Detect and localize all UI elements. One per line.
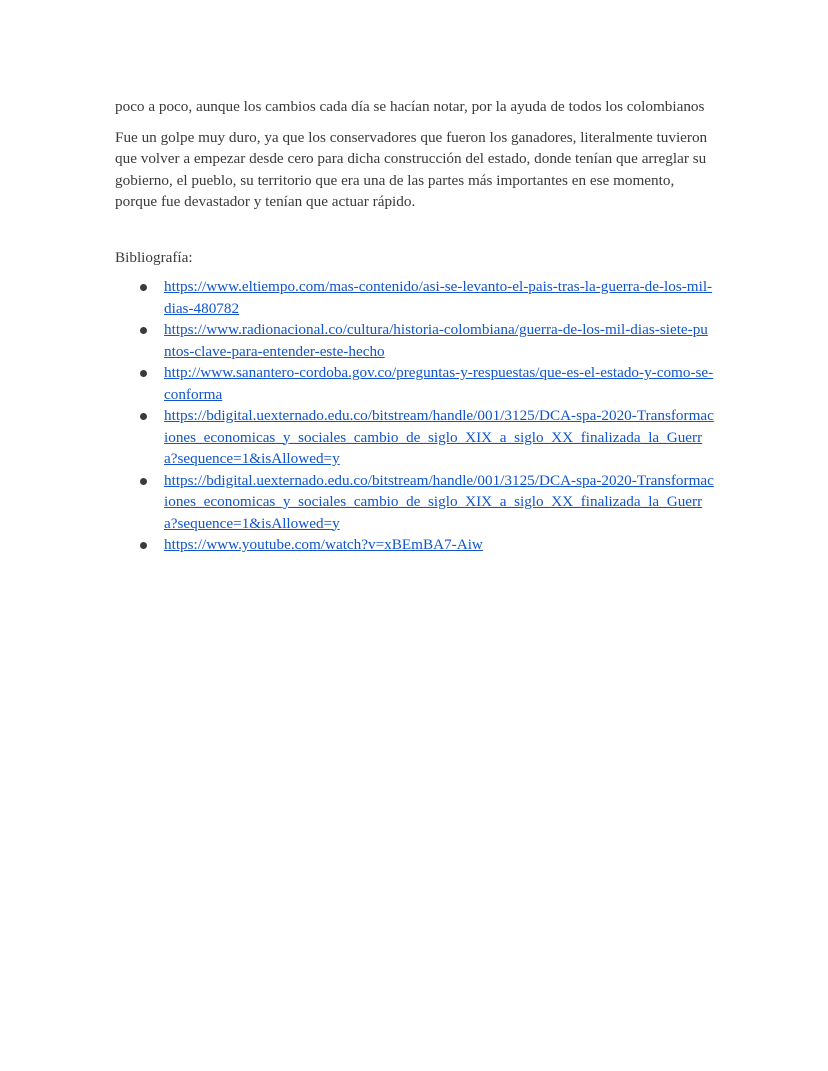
bullet-icon <box>140 413 147 420</box>
bullet-icon <box>140 478 147 485</box>
document-body <box>115 96 715 556</box>
bibliography-link[interactable]: https://www.eltiempo.com/mas-contenido/asi-se-levanto-el-pais-tras-la-guerra-de-los-mil-dias-480782 <box>164 278 713 317</box>
bullet-icon <box>140 284 147 291</box>
bibliography-item <box>115 534 715 556</box>
bibliography-item <box>115 405 715 470</box>
bullet-icon <box>140 542 147 549</box>
bibliography-heading: Bibliografía: <box>115 248 193 266</box>
bibliography-item <box>115 470 715 535</box>
bibliography-item <box>115 276 715 319</box>
bibliography-link[interactable]: https://www.youtube.com/watch?v=xBEmBA7-Aiw <box>164 536 483 553</box>
bullet-icon <box>140 370 147 377</box>
paragraph: poco a poco, aunque los cambios cada día se hacían notar, por la ayuda de todos los colombianos <box>115 98 705 115</box>
bibliography-link[interactable]: https://bdigital.uexternado.edu.co/bitstream/handle/001/3125/DCA-spa-2020-Transformaciones_economicas_y_sociales_cambio_de_siglo_XIX_a_siglo_XX_finalizada_la_Guerra?sequence=1&isAllowed=y <box>164 407 714 467</box>
bibliography-link[interactable]: https://bdigital.uexternado.edu.co/bitstream/handle/001/3125/DCA-spa-2020-Transformaciones_economicas_y_sociales_cambio_de_siglo_XIX_a_siglo_XX_finalizada_la_Guerra?sequence=1&isAllowed=y <box>164 471 714 532</box>
bullet-icon <box>140 327 147 334</box>
bibliography-link[interactable]: http://www.sanantero-cordoba.gov.co/preguntas-y-respuestas/que-es-el-estado-y-como-se-conforma <box>164 364 714 403</box>
paragraph: Fue un golpe muy duro, ya que los conservadores que fueron los ganadores, literalmente tuvieron que volver a empezar desde cero para dicha construcción del estado, donde tenían que arreglar su gobierno, el pueblo, su territorio que era una de las partes más importantes en ese momento, porque fue devastador y tenían que actuar rápido. <box>115 128 708 210</box>
bibliography-link[interactable]: https://www.radionacional.co/cultura/historia-colombiana/guerra-de-los-mil-dias-siete-puntos-clave-para-entender-este-hecho <box>164 321 708 360</box>
bibliography-list <box>115 276 715 556</box>
bibliography-item <box>115 319 715 362</box>
bibliography-item <box>115 362 715 405</box>
